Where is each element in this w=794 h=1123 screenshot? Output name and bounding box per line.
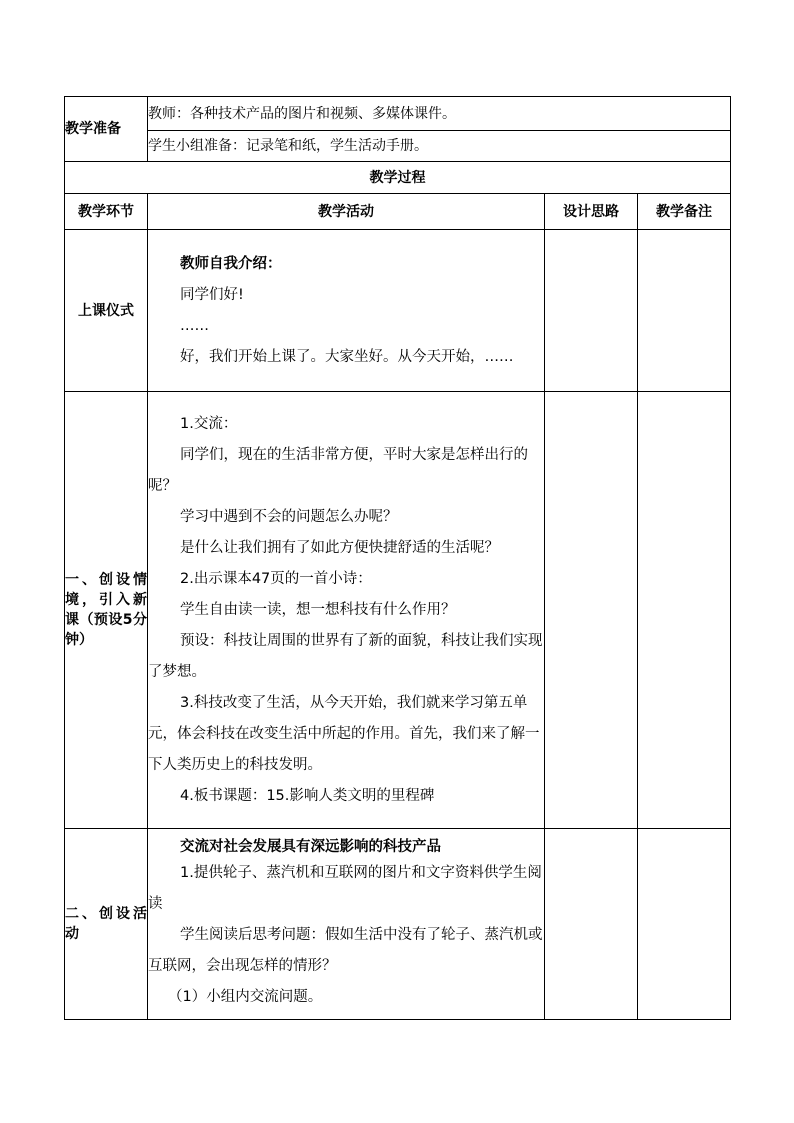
activity-cell xyxy=(148,829,545,1020)
activity-line: …… xyxy=(180,317,209,334)
design-cell xyxy=(545,230,638,392)
table-row xyxy=(65,392,731,829)
header-design: 设计思路 xyxy=(545,194,638,230)
prep-students-text: 学生小组准备：记录笔和纸，学生活动手册。 xyxy=(148,131,731,162)
activity-line: 2.出示课本47页的一首小诗： xyxy=(180,570,372,587)
activity-cell xyxy=(148,392,545,829)
table-row xyxy=(65,829,731,1020)
process-title-row xyxy=(65,162,731,194)
activity-line: 学习中遇到不会的问题怎么办呢？ xyxy=(180,508,398,525)
header-stage: 教学环节 xyxy=(65,194,148,230)
activity-line: 教师自我介绍： xyxy=(180,255,282,272)
notes-cell xyxy=(638,392,731,829)
lesson-plan-table xyxy=(64,96,731,1020)
activity-line: （1）小组内交流问题。 xyxy=(168,988,323,1005)
header-activity: 教学活动 xyxy=(148,194,545,230)
stage-cell: 上课仪式 xyxy=(65,230,148,392)
activity-line: 1.交流： xyxy=(180,415,238,432)
design-cell xyxy=(545,829,638,1020)
activity-line: 预设：科技让周围的世界有了新的面貌，科技让我们实现了梦想。 xyxy=(148,632,543,680)
design-cell xyxy=(545,392,638,829)
stage-cell: 一、创设情境，引入新课（预设5分钟） xyxy=(65,392,148,829)
prep-label: 教学准备 xyxy=(65,97,148,162)
activity-line: 学生阅读后思考问题：假如生活中没有了轮子、蒸汽机或互联网，会出现怎样的情形？ xyxy=(148,926,543,974)
activity-line: 学生自由读一读，想一想科技有什么作用？ xyxy=(180,601,456,618)
notes-cell xyxy=(638,230,731,392)
activity-line: 同学们好! xyxy=(180,286,244,303)
prep-teacher-text: 教师：各种技术产品的图片和视频、多媒体课件。 xyxy=(148,97,731,131)
activity-line: 4.板书课题：15.影响人类文明的里程碑 xyxy=(180,787,435,804)
notes-cell xyxy=(638,829,731,1020)
prep-row-students xyxy=(65,131,731,162)
prep-row-teacher xyxy=(65,97,731,131)
process-title: 教学过程 xyxy=(65,162,731,194)
table-row xyxy=(65,230,731,392)
activity-line: 交流对社会发展具有深远影响的科技产品 xyxy=(180,838,441,855)
activity-line: 3.科技改变了生活，从今天开始，我们就来学习第五单元，体会科技在改变生活中所起的作用。首先，我们来了解一下人类历史上的科技发明。 xyxy=(148,694,540,773)
activity-line: 1.提供轮子、蒸汽机和互联网的图片和文字资料供学生阅读 xyxy=(148,864,542,912)
activity-cell xyxy=(148,230,545,392)
header-row xyxy=(65,194,731,230)
activity-line: 同学们，现在的生活非常方便，平时大家是怎样出行的呢？ xyxy=(148,446,528,494)
header-notes: 教学备注 xyxy=(638,194,731,230)
stage-cell: 二、创设活动 xyxy=(65,829,148,1020)
activity-line: 好，我们开始上课了。大家坐好。从今天开始，…… xyxy=(180,348,514,365)
activity-line: 是什么让我们拥有了如此方便快捷舒适的生活呢？ xyxy=(180,539,499,556)
